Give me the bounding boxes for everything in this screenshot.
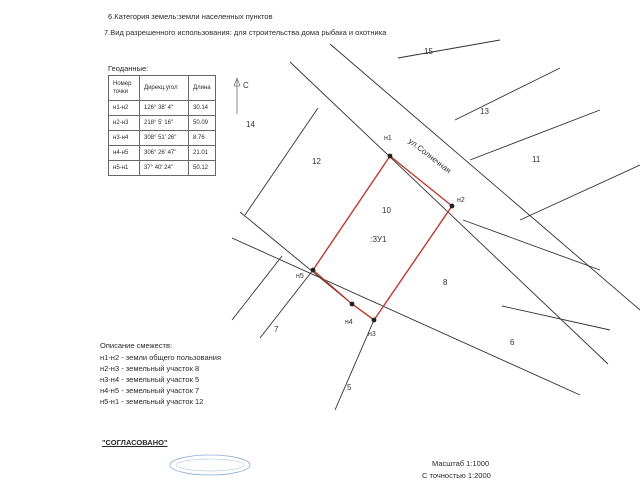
adjacency-item: н5-н1 - земельный участок 12 (100, 397, 204, 406)
table-row: н2-н3 218° 5' 16" 50.09 (109, 116, 216, 131)
parcel-8: 8 (443, 278, 448, 287)
column-header: Дирекц.угол (140, 76, 189, 101)
parcel-15: 15 (424, 47, 433, 56)
geodata-title: Геоданные: (108, 64, 149, 73)
point-n5 (311, 268, 316, 273)
parcel-zu1-label: :ЗУ1 (370, 235, 387, 244)
parcel-11: 11 (532, 155, 541, 164)
point-n3-label: н3 (368, 331, 376, 338)
adjacency-item: н3-н4 - земельный участок 5 (100, 375, 200, 384)
point-n2 (450, 204, 455, 209)
land-category-line: 6.Категория земель:земли населенных пунктов (108, 12, 273, 21)
stamp-seal (170, 455, 250, 475)
column-header: Номер точки (109, 76, 140, 101)
parcel-5: 5 (347, 383, 352, 392)
scale-label: Масштаб 1:1000 (432, 459, 490, 468)
point-n1-label: н1 (384, 135, 392, 142)
parcel-10: 10 (382, 206, 391, 215)
point-n1 (388, 154, 393, 159)
point-n5-label: н5 (296, 273, 304, 280)
table-row: н4-н5 306° 26' 47" 21.01 (109, 146, 216, 161)
column-header: Длина (189, 76, 216, 101)
permitted-use-line: 7.Вид разрешенного использования: для строительства дома рыбака и охотника (104, 28, 387, 37)
parcel-6: 6 (510, 338, 515, 347)
adjacency-item: н1-н2 - земли общего пользования (100, 353, 222, 362)
accuracy-label: С точностью 1:2000 (422, 471, 491, 480)
parcel-13: 13 (480, 107, 489, 116)
street-label: ул.Солнечная (406, 136, 453, 176)
parcel-7: 7 (274, 325, 279, 334)
adjacency-item: н4-н5 - земельный участок 7 (100, 386, 200, 395)
parcel-12: 12 (312, 157, 321, 166)
parcel-14: 14 (246, 120, 255, 129)
point-n4 (350, 302, 355, 307)
adjacency-title: Описание смежеств: (100, 341, 173, 350)
agreed-label: "СОГЛАСОВАНО" (102, 438, 168, 447)
table-header-row (109, 76, 216, 101)
geodata-table (108, 75, 216, 176)
north-label: С (243, 81, 249, 90)
point-n2-label: н2 (457, 197, 465, 204)
table-row: н5-н1 37° 40' 24" 50.12 (109, 161, 216, 176)
point-n3 (372, 318, 377, 323)
adjacency-item: н2-н3 - земельный участок 8 (100, 364, 200, 373)
table-row: н3-н4 308° 51' 26" 8.76 (109, 131, 216, 146)
point-n4-label: н4 (345, 319, 353, 326)
table-row: н1-н2 126° 38' 4" 30.14 (109, 101, 216, 116)
